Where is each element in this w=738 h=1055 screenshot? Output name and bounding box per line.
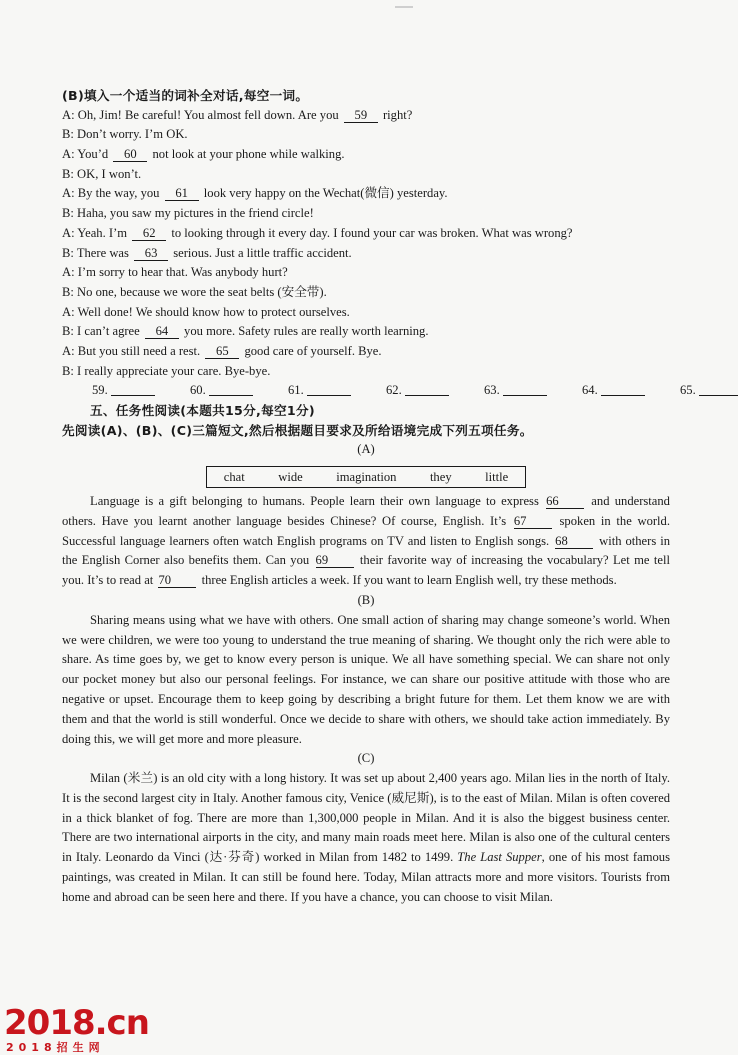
passage-c-part-1: Milan (米兰) is an old city with a long history. It was set up about 2,400 years ago. Milan lies in the north of Italy. It is the second largest city in Italy. Another famous city, Venice (威尼斯), is to the east of Milan. Milan is often covered in a thick blanket of fog. There are more than 1,300,000 people in Milan. And it is also the biggest business center. There are two international airports in the city, and many main roads meet here. Milan is also one of the cultural centers in Italy. Leonardo da Vinci (达·芬奇) worked in Milan from 1482 to 1499. [62,771,670,865]
word-option: imagination [336,469,397,484]
answer-item [92,381,190,401]
blank-number: 69 [316,553,354,568]
dialogue-text: look very happy on the Wechat(微信) yesterday. [200,186,448,201]
dialogue-text: right? [379,107,413,122]
dialogue-line [62,204,670,224]
passage-text: Language is a gift belonging to humans. People learn their own language to express [90,494,545,509]
blank-number: 63 [134,246,168,261]
passage-text: spoken in the world. Successful language learners often watch English programs on TV and listen to English songs. [62,513,670,548]
answer-blank[interactable] [601,383,645,396]
dialogue-line [62,263,670,283]
passage-a-text [62,492,670,591]
painting-title: The Last Supper [457,850,542,865]
passage-b-text: Sharing means using what we have with others. One small action of sharing may change someone’s world. When we were children, we were too young to understand the true meaning of sharing. We thought only the rich were able to share. As time goes by, we get to know every person is unique. We all have something special. We can share not only our pocket money but also our personal feelings. For instance, we can share our positive attitude with those who are negative or upset. Encourage them to keep going by describing a bright future for them. Let them know we are with them and that the world is still wonderful. Once we decide to share with others, we should take action immediately. By doing this, we will get more and more pleasure. [62,612,670,746]
dialogue-line [62,342,670,362]
dialogue-line [62,283,670,303]
passage-a-label: (A) [357,442,375,457]
logo-text: 2018.cn [4,1003,149,1043]
blank-number: 65 [205,344,239,359]
dialogue-line [62,244,670,264]
blank-number: 62 [132,226,166,241]
dialogue-text: good care of yourself. Bye. [241,343,382,358]
dialogue-line [62,165,670,185]
answer-number: 59. [92,383,108,398]
blank-number: 68 [555,534,593,549]
logo-subtext: 2018招生网 [6,1041,105,1054]
blank-number: 60 [113,147,147,162]
answer-blank[interactable] [699,383,738,396]
word-option: wide [278,469,303,484]
site-logo [4,1003,164,1053]
answer-item [680,381,738,401]
dialogue-text: B: I really appreciate your care. Bye-bye. [62,363,271,378]
answer-line [62,381,696,401]
answer-number: 65. [680,383,696,398]
dialogue-line [62,106,670,126]
dialogue-text: A: Yeah. I’m [62,225,131,240]
exam-content [62,86,696,908]
answer-item [386,381,484,401]
passage-c-part-2: , one of his most famous paintings, was created in Milan. It can still be found here. Today, Milan attracts more and more visitors. Tourists from home and abroad can be seen here and there. If you have a chance, you can choose to visit Milan. [62,850,670,904]
answer-number: 63. [484,383,500,398]
word-option: they [429,469,452,484]
answer-number: 64. [582,383,598,398]
passage-text: with others in the English Corner also benefits them. Can you [62,533,670,568]
answer-number: 62. [386,383,402,398]
word-option: little [485,469,509,484]
blank-number: 70 [158,573,196,588]
answer-blank[interactable] [209,383,253,396]
dialogue-text: not look at your phone while walking. [149,147,345,162]
dialogue-text: A: But you still need a rest. [62,343,204,358]
dialogue [62,106,670,382]
section-5-instruction: 先阅读(A)、(B)、(C)三篇短文,然后根据题目要求及所给语境完成下列五项任务。 [62,422,533,438]
passage-b-label: (B) [357,593,375,608]
blank-number: 66 [546,494,584,509]
dialogue-line [62,224,670,244]
dialogue-line [62,125,670,145]
dialogue-text: B: Haha, you saw my pictures in the friend circle! [62,206,314,221]
dialogue-text: to looking through it every day. I found your car was broken. What was wrong? [168,225,573,240]
dialogue-text: B: I can’t agree [62,324,143,339]
dialogue-text: serious. Just a little traffic accident. [170,245,352,260]
dialogue-text: A: You’d [62,147,112,162]
passage-text: their favorite way of increasing the vocabulary? Let me tell you. It’s to read at [62,553,670,588]
dialogue-text: B: OK, I won’t. [62,166,142,181]
dialogue-text: A: Well done! We should know how to protect ourselves. [62,304,350,319]
answer-item [190,381,288,401]
blank-number: 59 [344,108,378,123]
dialogue-text: A: By the way, you [62,186,163,201]
dialogue-text: A: I’m sorry to hear that. Was anybody hurt? [62,265,288,280]
answer-blank[interactable] [405,383,449,396]
dialogue-line [62,362,670,382]
answer-item [582,381,680,401]
section-5-title: 五、任务性阅读(本题共15分,每空1分) [90,403,315,418]
passage-text: and understand others. Have you learnt another language besides Chinese? Of course, English. It’s [62,494,670,528]
word-option: chat [223,469,245,484]
answer-number: 60. [190,383,206,398]
dialogue-line [62,322,670,342]
dialogue-text: B: There was [62,245,133,260]
scan-mark [395,6,413,8]
answer-blank[interactable] [503,383,547,396]
answer-item [484,381,582,401]
word-box [206,466,526,488]
dialogue-text: A: Oh, Jim! Be careful! You almost fell down. Are you [62,107,342,122]
passage-c-label: (C) [357,751,375,766]
blank-number: 67 [514,514,552,529]
dialogue-line [62,145,670,165]
passage-text: three English articles a week. If you want to learn English well, try these methods. [198,573,617,588]
passage-c-text [62,769,670,908]
dialogue-text: B: No one, because we wore the seat belts (安全带). [62,284,327,299]
answer-item [288,381,386,401]
dialogue-line [62,303,670,323]
section-b-title: (B)填入一个适当的词补全对话,每空一词。 [62,88,309,103]
dialogue-text: you more. Safety rules are really worth learning. [180,324,429,339]
blank-number: 64 [145,324,179,339]
answer-blank[interactable] [307,383,351,396]
answer-blank[interactable] [111,383,155,396]
blank-number: 61 [165,186,199,201]
dialogue-text: B: Don’t worry. I’m OK. [62,127,188,142]
dialogue-line [62,184,670,204]
answer-number: 61. [288,383,304,398]
